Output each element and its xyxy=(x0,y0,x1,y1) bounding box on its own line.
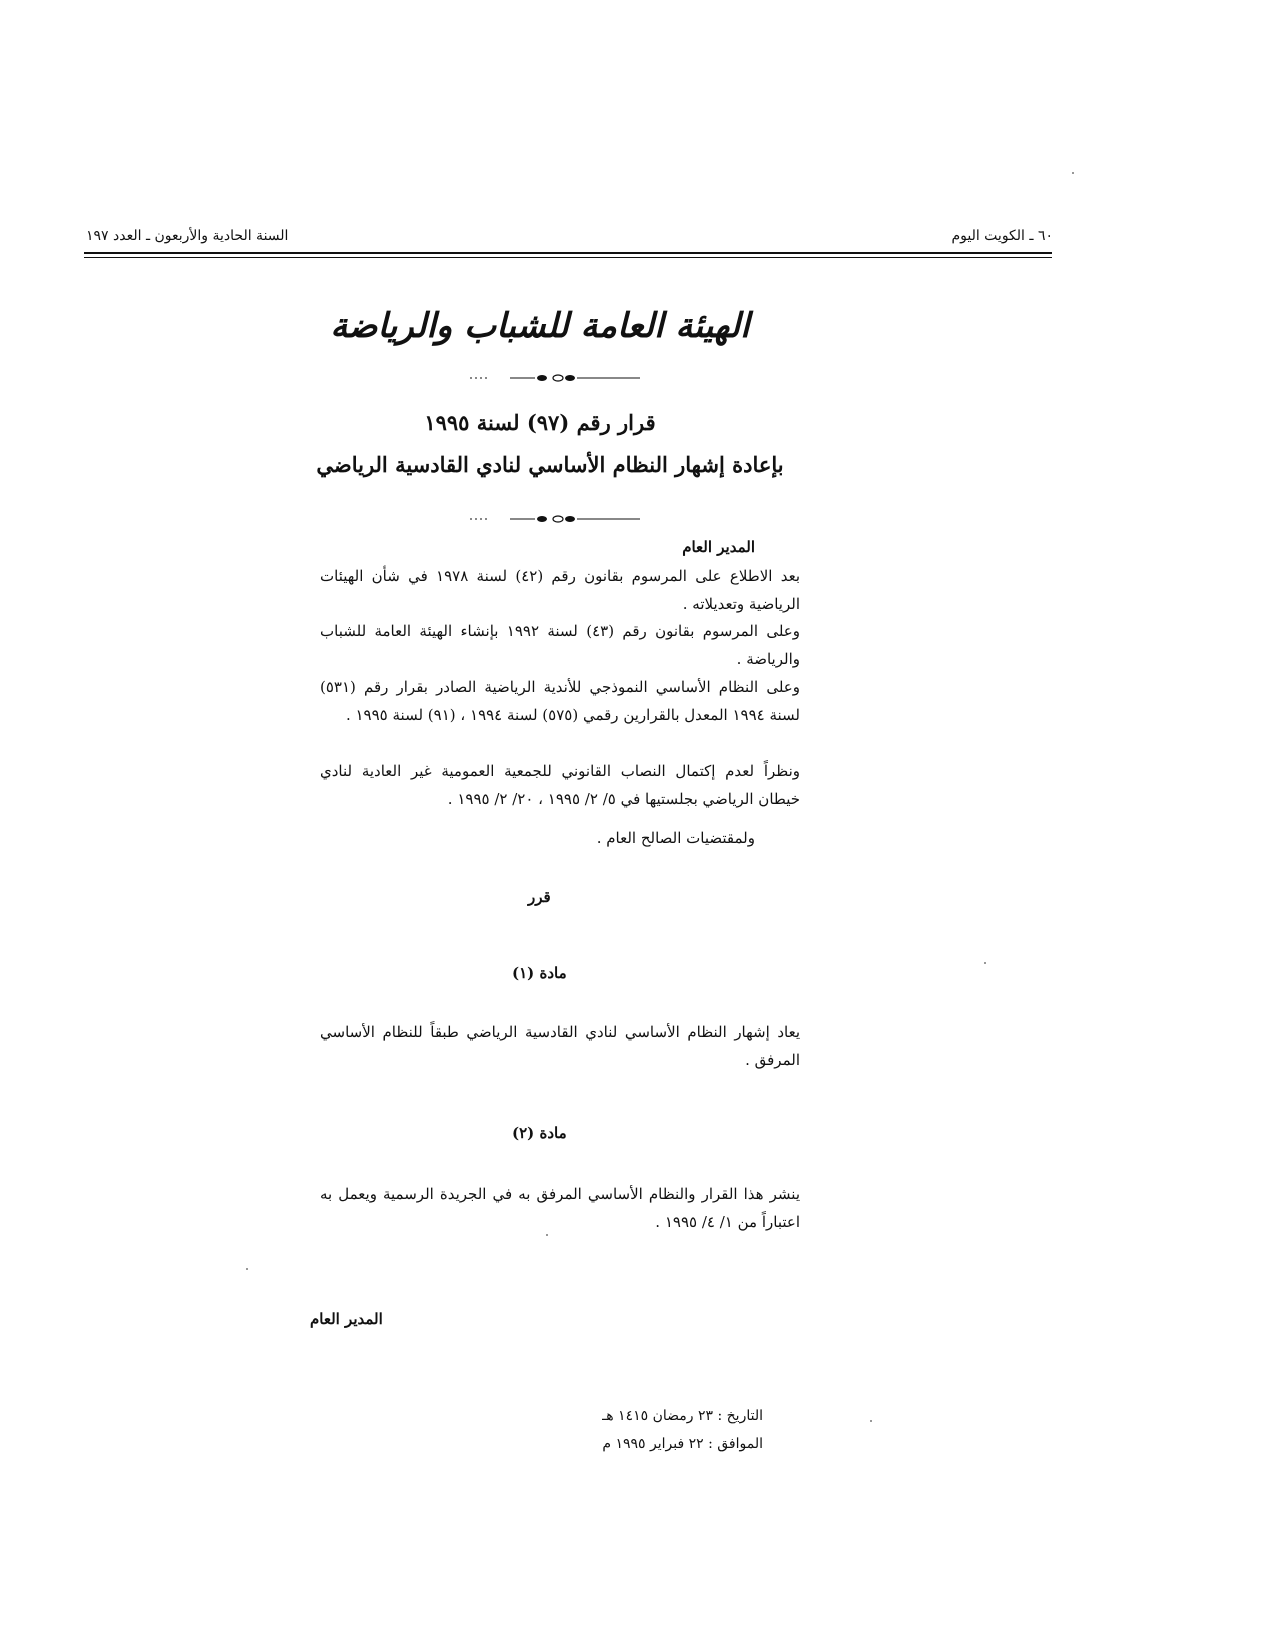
article-text: يعاد إشهار النظام الأساسي لنادي القادسية الرياضي طبقاً للنظام الأساسي المرفق . xyxy=(320,1023,800,1069)
issue-header-label: السنة الحادية والأربعون ـ العدد ١٩٧ xyxy=(86,228,289,244)
article-heading: مادة (٢) xyxy=(512,1124,567,1142)
authority-logotype: الهيئة العامة للشباب والرياضة xyxy=(330,306,750,346)
decree-title: قرار رقم (٩٧) لسنة ١٩٩٥ xyxy=(424,410,656,435)
scan-speck xyxy=(546,1234,548,1236)
signature: المدير العام xyxy=(310,1310,383,1328)
decree-subtitle: بإعادة إشهار النظام الأساسي لنادي القادسية الرياضي xyxy=(316,452,784,477)
preamble-clause: وعلى النظام الأساسي النموذجي للأندية الرياضية الصادر بقرار رقم (٥٣١) لسنة ١٩٩٤ المعدل بالقرارين رقمي (٥٧٥) لسنة ١٩٩٤ ، (٩١) لسنة ١٩٩٥ . xyxy=(320,678,800,724)
scan-speck xyxy=(246,1268,248,1270)
scan-speck xyxy=(870,1420,872,1422)
ornament-divider xyxy=(470,514,640,524)
header-rule-thin xyxy=(84,257,1052,258)
ornament-divider xyxy=(470,373,640,383)
header-rule xyxy=(84,252,1052,254)
page-header-label: ٦٠ ـ الكويت اليوم xyxy=(951,228,1053,244)
preamble-clause: بعد الاطلاع على المرسوم بقانون رقم (٤٢) لسنة ١٩٧٨ في شأن الهيئات الرياضية وتعديلاته . xyxy=(320,567,800,613)
preamble-clause: وعلى المرسوم بقانون رقم (٤٣) لسنة ١٩٩٢ بإنشاء الهيئة العامة للشباب والرياضة . xyxy=(320,622,801,668)
gregorian-date: الموافق : ٢٢ فبراير ١٩٩٥ م xyxy=(602,1436,763,1452)
issuer-heading: المدير العام xyxy=(682,538,755,556)
preamble-clause: ولمقتضيات الصالح العام . xyxy=(596,829,755,847)
article-text: ينشر هذا القرار والنظام الأساسي المرفق به في الجريدة الرسمية ويعمل به اعتباراً من ١/ ٤/ ١٩٩٥ . xyxy=(320,1185,800,1231)
scan-speck xyxy=(1072,172,1074,174)
hijri-date: التاريخ : ٢٣ رمضان ١٤١٥ هـ xyxy=(602,1408,763,1424)
resolves-heading: قرر xyxy=(528,888,551,906)
article-heading: مادة (١) xyxy=(512,964,567,982)
scan-speck xyxy=(984,962,986,964)
preamble-clause: ونظراً لعدم إكتمال النصاب القانوني للجمعية العمومية غير العادية لنادي خيطان الرياضي بجلستيها في ٥/ ٢/ ١٩٩٥ ، ٢٠/ ٢/ ١٩٩٥ . xyxy=(320,762,800,808)
